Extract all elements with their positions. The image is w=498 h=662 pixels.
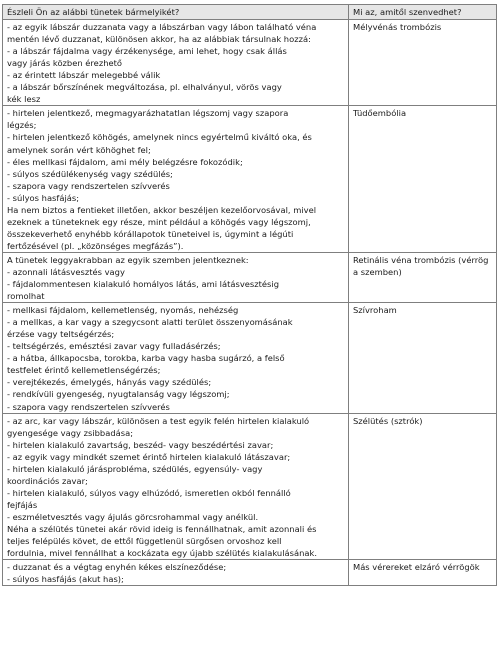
symptom-line: - súlyos hasfájás (akut has); bbox=[7, 574, 124, 585]
table-header-row bbox=[3, 5, 497, 20]
header-symptoms: Észleli Ön az alábbi tünetek bármelyikét? bbox=[3, 5, 349, 20]
symptoms-cell bbox=[3, 560, 349, 586]
symptom-line: - teltségérzés, emésztési zavar vagy fulladásérzés; bbox=[7, 341, 221, 352]
symptom-line: - súlyos szédülékenység vagy szédülés; bbox=[7, 168, 173, 179]
symptom-line: mentén lévő duzzanat, különösen akkor, ha az alábbiak társulnak hozzá: bbox=[7, 34, 311, 45]
symptom-line: vagy járás közben érezhető bbox=[7, 58, 122, 69]
symptom-line: - duzzanat és a végtag enyhén kékes elszíneződése; bbox=[7, 562, 227, 573]
condition-cell: Retinális véna trombózis (vérrög a szemben) bbox=[349, 252, 497, 302]
condition-cell: Mélyvénás trombózis bbox=[349, 20, 497, 106]
table-row bbox=[3, 413, 497, 560]
symptom-line: testfelet érintő kellemetlenségérzés; bbox=[7, 365, 161, 376]
symptom-line: koordinációs zavar; bbox=[7, 475, 88, 486]
symptom-line: - mellkasi fájdalom, kellemetlenség, nyomás, nehézség bbox=[7, 305, 239, 316]
symptom-line: kék lesz bbox=[7, 94, 41, 105]
condition-cell: Más vérereket elzáró vérrögök bbox=[349, 560, 497, 586]
symptom-line: teljes felépülés követ, de ettől függetlenül sürgősen orvoshoz kell bbox=[7, 536, 282, 547]
symptom-line: - a lábszár fájdalma vagy érzékenysége, ami lehet, hogy csak állás bbox=[7, 46, 287, 57]
symptom-line: összekeverhető enyhébb kórállapotok tüneteivel is, úgymint a légúti bbox=[7, 228, 294, 239]
symptoms-cell bbox=[3, 106, 349, 253]
symptom-line: - az arc, kar vagy lábszár, különösen a test egyik felén hirtelen kialakuló bbox=[7, 415, 310, 426]
table-row bbox=[3, 303, 497, 413]
symptom-line: - az egyik lábszár duzzanata vagy a lábszárban vagy lábon található véna bbox=[7, 22, 317, 33]
symptom-line: romolhat bbox=[7, 291, 45, 302]
symptom-line: - súlyos hasfájás; bbox=[7, 192, 80, 203]
symptoms-cell bbox=[3, 413, 349, 560]
condition-cell: Tüdőembólia bbox=[349, 106, 497, 253]
table-row bbox=[3, 106, 497, 253]
symptom-line: - a hátba, állkapocsba, torokba, karba vagy hasba sugárzó, a felső bbox=[7, 353, 285, 364]
condition-cell: Szívroham bbox=[349, 303, 497, 413]
symptom-line: - verejtékezés, émelygés, hányás vagy szédülés; bbox=[7, 377, 212, 388]
symptom-line: légzés; bbox=[7, 120, 37, 131]
symptoms-cell bbox=[3, 20, 349, 106]
symptom-line: gyengesége vagy zsibbadása; bbox=[7, 427, 134, 438]
symptom-line: - éles mellkasi fájdalom, ami mély belégzésre fokozódik; bbox=[7, 156, 243, 167]
symptom-line: Ha nem biztos a fentieket illetően, akkor beszéljen kezelőorvosával, mivel bbox=[7, 204, 317, 215]
symptom-line: A tünetek leggyakrabban az egyik szemben jelentkeznek: bbox=[7, 254, 249, 265]
symptom-line: érzése vagy teltségérzés; bbox=[7, 329, 115, 340]
symptom-line: amelynek során vért köhöghet fel; bbox=[7, 144, 151, 155]
table-row bbox=[3, 560, 497, 586]
symptom-line: - szapora vagy rendszertelen szívverés bbox=[7, 401, 170, 412]
symptom-line: - hirtelen kialakuló, súlyos vagy elhúzódó, ismeretlen okból fennálló bbox=[7, 487, 291, 498]
symptom-line: fejfájás bbox=[7, 499, 38, 510]
symptom-line: - eszméletvesztés vagy ájulás görcsrohammal vagy anélkül. bbox=[7, 511, 259, 522]
condition-cell: Szélütés (sztrók) bbox=[349, 413, 497, 560]
symptoms-table bbox=[2, 4, 497, 586]
symptom-line: - hirtelen kialakuló zavartság, beszéd- vagy beszédértési zavar; bbox=[7, 439, 274, 450]
symptom-line: fertőzésével (pl. „közönséges megfázás”). bbox=[7, 240, 184, 251]
symptom-line: - hirtelen kialakuló járásprobléma, szédülés, egyensúly- vagy bbox=[7, 463, 263, 474]
header-condition: Mi az, amitől szenvedhet? bbox=[349, 5, 497, 20]
symptom-line: - a lábszár bőrszínének megváltozása, pl. elhalványul, vörös vagy bbox=[7, 82, 282, 93]
symptom-line: fordulnia, mivel fennállhat a kockázata egy újabb szélütés kialakulásának. bbox=[7, 548, 317, 559]
symptoms-cell bbox=[3, 252, 349, 302]
symptom-line: ezeknek a tüneteknek egy része, mint például a köhögés vagy légszomj, bbox=[7, 216, 311, 227]
symptoms-cell bbox=[3, 303, 349, 413]
symptom-line: - az egyik vagy mindkét szemet érintő hirtelen kialakuló látászavar; bbox=[7, 451, 291, 462]
symptom-line: - rendkívüli gyengeség, nyugtalanság vagy légszomj; bbox=[7, 389, 230, 400]
symptom-line: - fájdalommentesen kialakuló homályos látás, ami látásvesztésig bbox=[7, 279, 279, 290]
symptom-line: - szapora vagy rendszertelen szívverés bbox=[7, 180, 170, 191]
table-row bbox=[3, 252, 497, 302]
symptom-line: Néha a szélütés tünetei akár rövid ideig is fennállhatnak, amit azonnali és bbox=[7, 523, 317, 534]
symptom-line: - a mellkas, a kar vagy a szegycsont alatti terület összenyomásának bbox=[7, 317, 293, 328]
symptom-line: - az érintett lábszár melegebbé válik bbox=[7, 70, 161, 81]
symptom-line: - hirtelen jelentkező köhögés, amelynek nincs egyértelmű kiváltó oka, és bbox=[7, 132, 312, 143]
table-row bbox=[3, 20, 497, 106]
symptom-line: - hirtelen jelentkező, megmagyarázhatatlan légszomj vagy szapora bbox=[7, 108, 289, 119]
symptom-line: - azonnali látásvesztés vagy bbox=[7, 266, 125, 277]
